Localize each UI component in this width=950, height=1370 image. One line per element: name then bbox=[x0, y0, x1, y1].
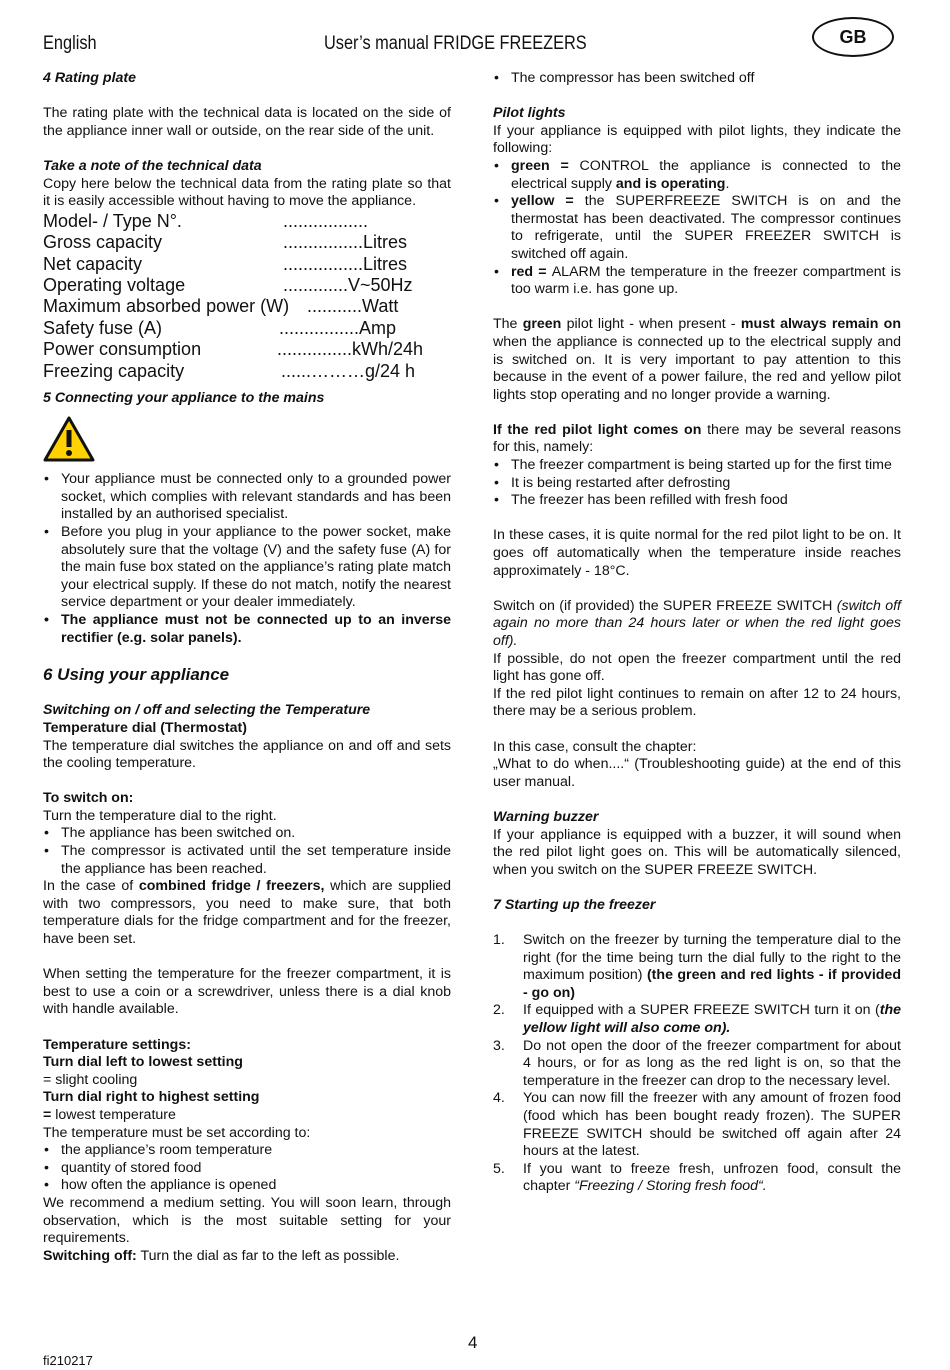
spec-label: Safety fuse (A) bbox=[43, 317, 163, 338]
list-item: • green = CONTROL the appliance is connected to the electrical supply and is operating. bbox=[493, 158, 901, 193]
header-language: English bbox=[43, 33, 97, 54]
turn-right-label: Turn dial right to highest setting bbox=[43, 1089, 260, 1106]
combined-fridge-paragraph: In the case of combined fridge / freezers, which are supplied with two compressors, you need to make sure, that both temperature dials for the fridge compartment and for the freezer, have been set. bbox=[43, 878, 451, 948]
list-item: • quantity of stored food bbox=[43, 1160, 451, 1178]
spec-value: ................. bbox=[283, 210, 369, 231]
list-item: 3. Do not open the door of the freezer compartment for about 4 hours, or for as long as the red light is on, so that the temperature in the freezer can drop to the necessary level. bbox=[493, 1037, 901, 1089]
section-4-heading: 4 Rating plate bbox=[43, 70, 137, 86]
slight-cooling-text: = slight cooling bbox=[43, 1071, 138, 1088]
language-badge-label: GB bbox=[839, 26, 867, 47]
spec-value: ...............kWh/24h bbox=[277, 339, 424, 360]
rating-plate-paragraph: The rating plate with the technical data is located on the side of the appliance inner wall or outside, on the rear side of the unit. bbox=[43, 105, 451, 139]
list-item: • the appliance’s room temperature bbox=[43, 1142, 451, 1160]
compressor-list bbox=[493, 70, 901, 88]
warning-buzzer-heading: Warning buzzer bbox=[493, 808, 599, 825]
spec-label: Power consumption bbox=[43, 339, 202, 360]
list-item: • red = ALARM the temperature in the freezer compartment is too warm i.e. has gone up. bbox=[493, 264, 901, 299]
list-item: • The appliance has been switched on. bbox=[43, 825, 451, 843]
freezer-temperature-paragraph: When setting the temperature for the freezer compartment, it is best to use a coin or a screwdriver, unless there is a dial knob with handle available. bbox=[43, 966, 451, 1018]
spec-row bbox=[43, 296, 451, 317]
list-item: 1. Switch on the freezer by turning the temperature dial to the right (for the time being turn the dial fully to the right to the maximum position) (the green and red lights - if provided - go on) bbox=[493, 932, 901, 1001]
spec-value: ................Amp bbox=[279, 317, 397, 338]
list-item: • It is being restarted after defrosting bbox=[493, 475, 901, 493]
spec-label: Net capacity bbox=[43, 253, 143, 274]
switch-on-list bbox=[43, 825, 451, 878]
page-number: 4 bbox=[468, 1333, 478, 1352]
technical-data-paragraph: Copy here below the technical data from the rating plate so that it is easily accessible without having to move the appliance. bbox=[43, 175, 451, 210]
red-pilot-paragraph: If the red pilot light comes on there may be several reasons for this, namely: bbox=[493, 421, 902, 456]
warning-buzzer-paragraph: If your appliance is equipped with a buzzer, it will sound when the red pilot light goes on. This will be automatically silenced, when you switch on the SUPER FREEZE SWITCH. bbox=[493, 826, 901, 878]
troubleshooting-reference: „What to do when....“ (Troubleshooting guide) at the end of this user manual. bbox=[493, 756, 901, 790]
startup-steps bbox=[493, 932, 901, 1196]
list-item: • The compressor is activated until the set temperature inside the appliance has been reached. bbox=[43, 843, 451, 878]
recommendation-paragraph: We recommend a medium setting. You will soon learn, through observation, which is the most suitable setting for your requirements. bbox=[43, 1194, 451, 1247]
spec-row bbox=[43, 254, 451, 275]
switch-on-paragraph: Turn the temperature dial to the right. bbox=[43, 807, 277, 824]
list-item: • Before you plug in your appliance to the power socket, make absolutely sure that the voltage (V) and the safety fuse (A) for the main fuse box stated on the appliance’s rating plate match your electrical supply. If these do not match, notify the nearest service department or your dealer immediately. bbox=[43, 524, 451, 612]
warning-triangle-icon bbox=[43, 416, 95, 462]
turn-left-label: Turn dial left to lowest setting bbox=[43, 1054, 243, 1071]
right-column bbox=[493, 70, 901, 1196]
spec-value: ................Litres bbox=[283, 253, 408, 274]
spec-value: ......………g/24 h bbox=[281, 360, 416, 381]
temperature-dial-paragraph: The temperature dial switches the appliance on and off and sets the cooling temperature. bbox=[43, 737, 451, 772]
spec-value: ...........Watt bbox=[307, 296, 399, 317]
language-badge bbox=[812, 17, 894, 57]
set-according-list bbox=[43, 1142, 451, 1195]
document-code: fi210217 bbox=[43, 1353, 93, 1368]
super-freeze-paragraph: Switch on (if provided) the SUPER FREEZE SWITCH (switch off again no more than 24 hours later or when the red light goes off). bbox=[493, 597, 902, 649]
section-5-heading: 5 Connecting your appliance to the mains bbox=[43, 390, 325, 406]
list-item: • The appliance must not be connected up to an inverse rectifier (e.g. solar panels). bbox=[43, 612, 451, 647]
possible-paragraph: If possible, do not open the freezer compartment until the red light has gone off. bbox=[493, 650, 901, 685]
spec-value: ................Litres bbox=[283, 232, 408, 253]
list-item: • how often the appliance is opened bbox=[43, 1177, 451, 1195]
continues-paragraph: If the red pilot light continues to remain on after 12 to 24 hours, there may be a serious problem. bbox=[493, 685, 901, 720]
section-7-heading: 7 Starting up the freezer bbox=[493, 896, 656, 913]
spec-value: .............V~50Hz bbox=[283, 274, 413, 295]
spec-label: Model- / Type N°. bbox=[43, 210, 182, 231]
header-title: User’s manual FRIDGE FREEZERS bbox=[324, 33, 587, 54]
left-column bbox=[43, 70, 451, 1265]
spec-row bbox=[43, 211, 451, 232]
spec-label: Maximum absorbed power (W) bbox=[43, 296, 290, 317]
set-according-text: The temperature must be set according to: bbox=[43, 1124, 311, 1141]
list-item: • The freezer compartment is being started up for the first time bbox=[493, 457, 901, 475]
pilot-lights-list bbox=[493, 158, 901, 299]
spec-row bbox=[43, 232, 451, 253]
connection-list bbox=[43, 471, 451, 647]
spec-label: Gross capacity bbox=[43, 232, 163, 253]
list-item: • yellow = the SUPERFREEZE SWITCH is on and the thermostat has been deactivated. The compressor continues to refrigerate, until the SUPER FREEZER SWITCH is switched off again. bbox=[493, 193, 901, 263]
spec-label: Freezing capacity bbox=[43, 360, 185, 381]
red-pilot-list bbox=[493, 457, 901, 510]
list-item: • The compressor has been switched off bbox=[493, 70, 901, 88]
technical-data-subheading: Take a note of the technical data bbox=[43, 157, 262, 174]
spec-list bbox=[43, 211, 451, 382]
green-pilot-paragraph: The green pilot light - when present - must always remain on when the appliance is connected up to the electrical supply and is switched on. It is very important to pay attention to this because in the event of a power failure, the red and yellow pilot lights stop operating and no longer provide a warning. bbox=[493, 316, 901, 403]
spec-label: Operating voltage bbox=[43, 274, 186, 295]
spec-row bbox=[43, 318, 451, 339]
section-6-heading: 6 Using your appliance bbox=[43, 664, 230, 684]
list-item: • Your appliance must be connected only to a grounded power socket, which complies with relevant standards and has been installed by an authorised specialist. bbox=[43, 471, 451, 524]
pilot-lights-intro: If your appliance is equipped with pilot lights, they indicate the following: bbox=[493, 122, 901, 157]
pilot-lights-heading: Pilot lights bbox=[493, 105, 566, 122]
switching-off-paragraph: Switching off: Turn the dial as far to the left as possible. bbox=[43, 1247, 400, 1264]
cases-paragraph: In these cases, it is quite normal for the red pilot light to be on. It goes off automatically when the temperature inside reaches approximately - 18°C. bbox=[493, 527, 901, 579]
lowest-temperature-text: = lowest temperature bbox=[43, 1106, 176, 1123]
list-item: 5. If you want to freeze fresh, unfrozen food, consult the chapter “Freezing / Storing fresh food“. bbox=[493, 1160, 901, 1195]
spec-row bbox=[43, 361, 451, 382]
temperature-settings-heading: Temperature settings: bbox=[43, 1036, 191, 1053]
switch-on-heading: To switch on: bbox=[43, 790, 134, 807]
list-item: 4. You can now fill the freezer with any amount of frozen food (food which has been bought ready frozen). The SUPER FREEZE SWITCH should be switched off again after 24 hours at the latest. bbox=[493, 1090, 901, 1160]
spec-row bbox=[43, 339, 451, 360]
list-item: • The freezer has been refilled with fresh food bbox=[493, 492, 901, 510]
consult-line: In this case, consult the chapter: bbox=[493, 738, 697, 755]
spec-row bbox=[43, 275, 451, 296]
list-item: 2. If equipped with a SUPER FREEZE SWITCH turn it on (the yellow light will also come on). bbox=[493, 1002, 901, 1037]
switching-subheading: Switching on / off and selecting the Temperature bbox=[43, 702, 371, 719]
temperature-dial-heading: Temperature dial (Thermostat) bbox=[43, 719, 247, 736]
